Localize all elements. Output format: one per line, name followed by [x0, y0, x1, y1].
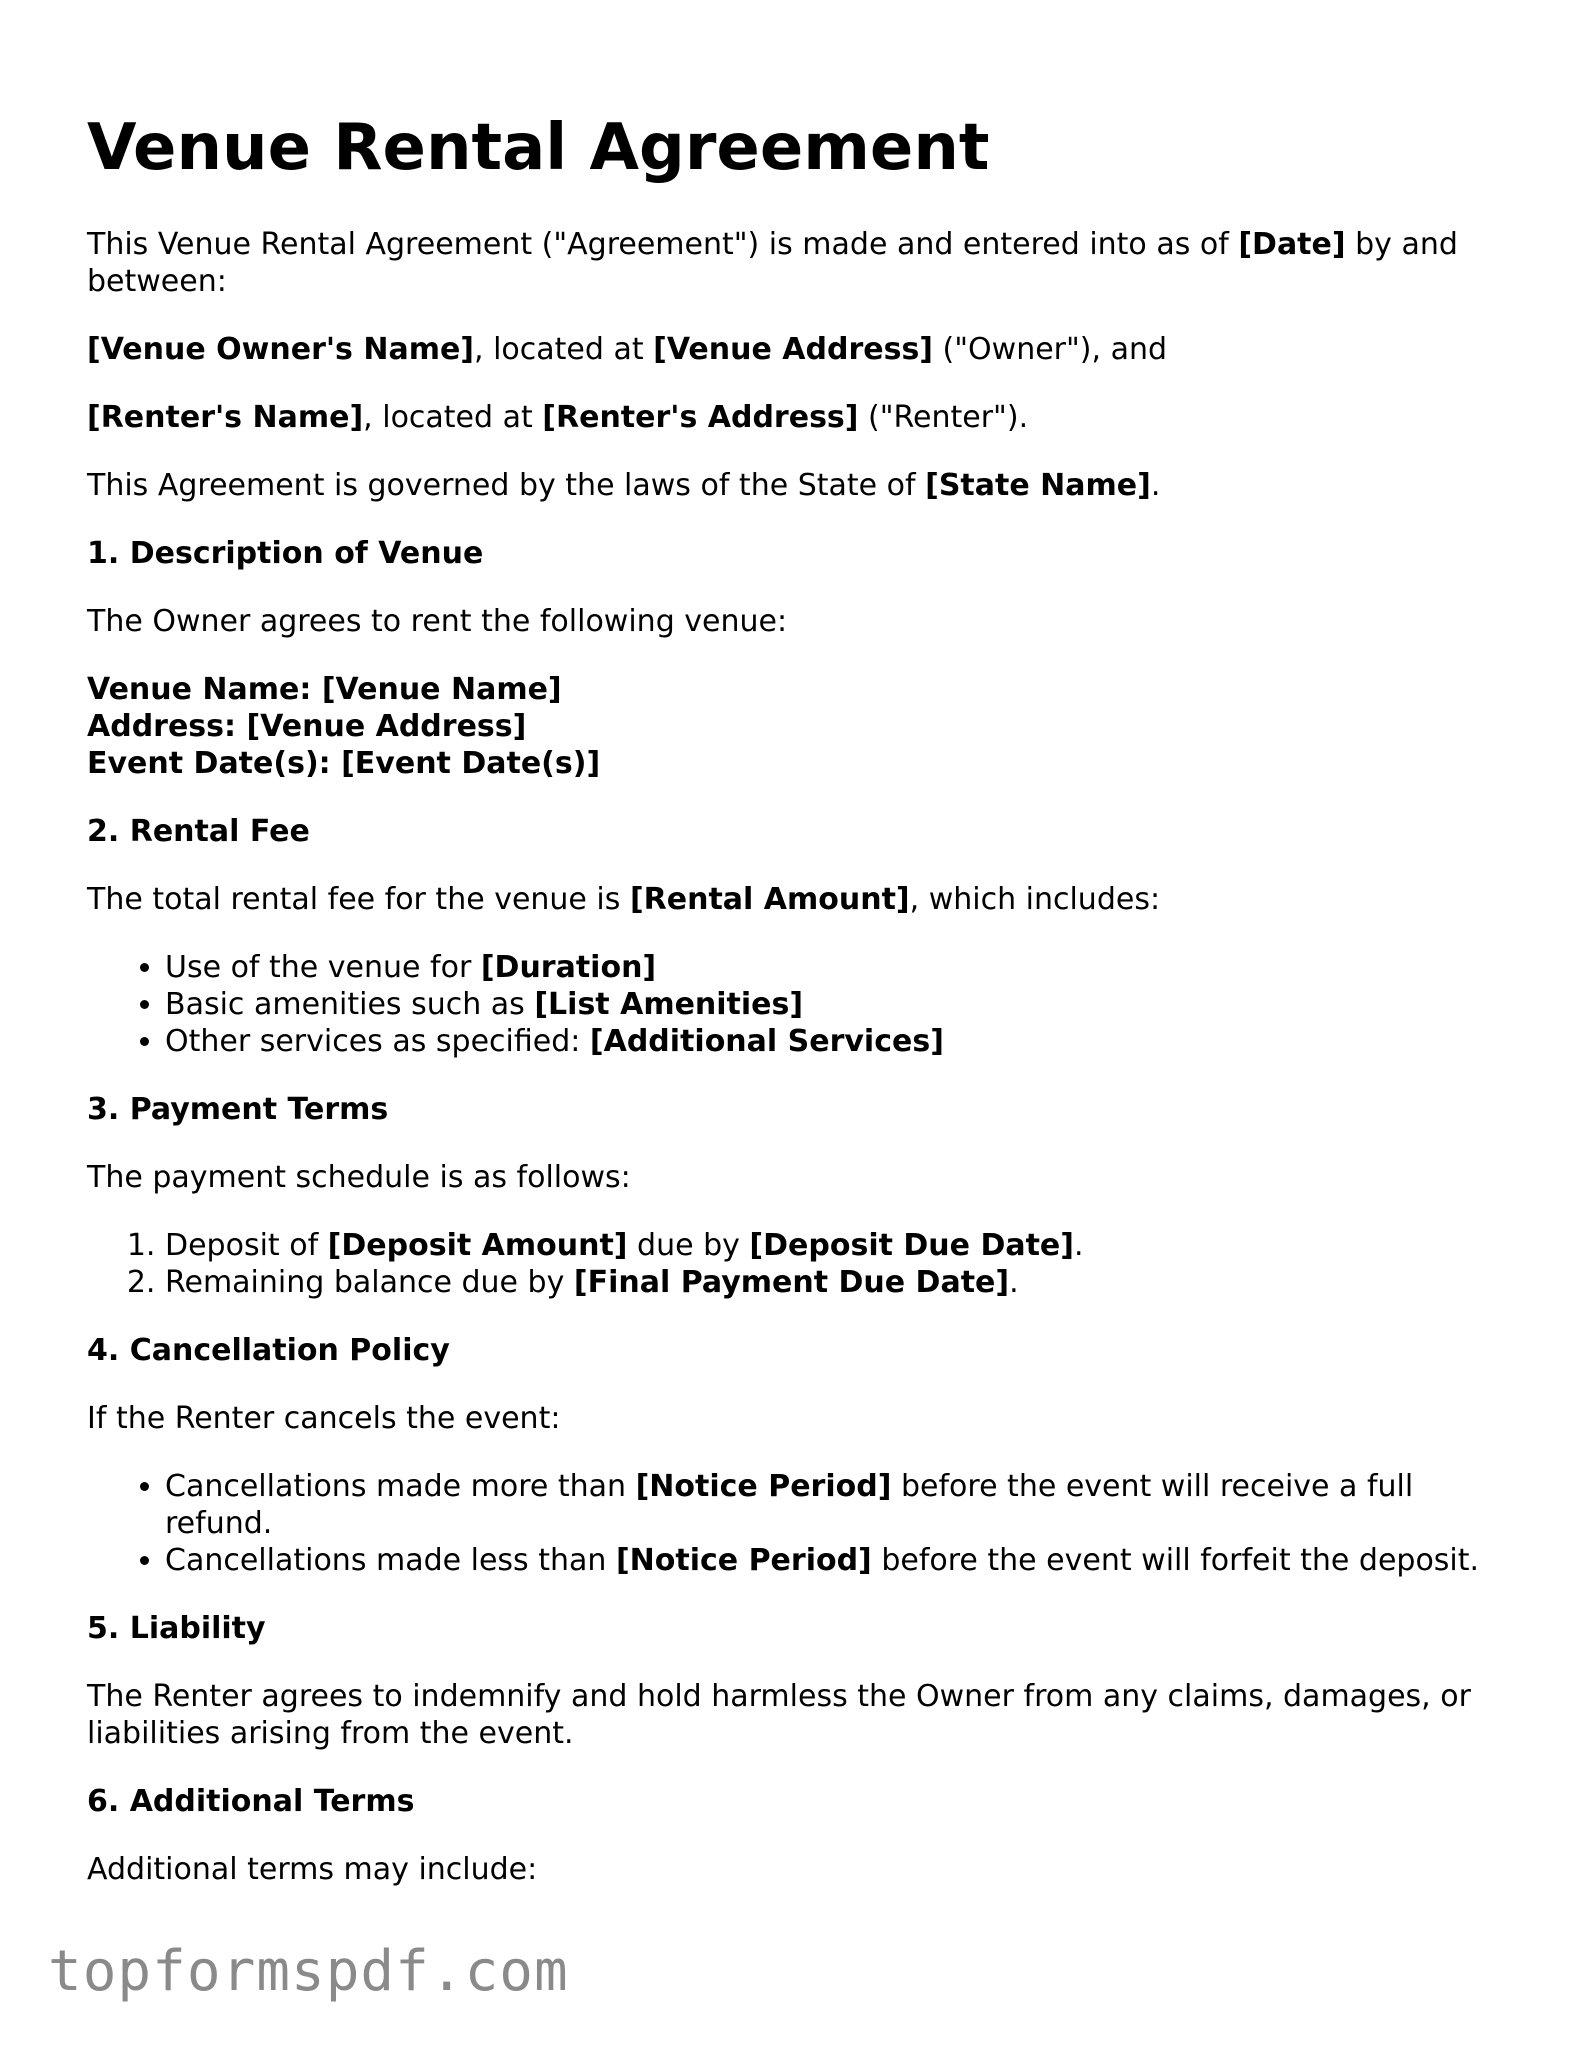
list-item-text: . [1009, 1265, 1019, 1300]
section-2-heading: 2. Rental Fee [87, 814, 310, 849]
list-item-text: before the event will receive a full refund. [165, 1469, 1414, 1541]
section-4-text: If the Renter cancels the event: [87, 1401, 561, 1436]
notice-period-placeholder: [Notice Period] [615, 1543, 872, 1578]
renter-name-placeholder: [Renter's Name] [87, 400, 364, 435]
amenities-placeholder: [List Amenities] [534, 987, 804, 1022]
owner-paragraph [87, 331, 1507, 368]
venue-details [87, 671, 1507, 782]
governing-law-paragraph [87, 467, 1507, 504]
list-item [165, 1227, 1507, 1264]
final-payment-date-placeholder: [Final Payment Due Date] [573, 1265, 1010, 1300]
list-item-text: Use of the venue for [165, 950, 481, 985]
rental-fee-list [87, 949, 1507, 1060]
intro-text: This Venue Rental Agreement ("Agreement") is made and entered into as of [87, 227, 1239, 262]
section-6-text: Additional terms may include: [87, 1852, 538, 1887]
list-item-text: Cancellations made more than [165, 1469, 636, 1504]
rental-fee-text-end: , which includes: [909, 882, 1161, 917]
section-5-heading: 5. Liability [87, 1611, 266, 1646]
section-3-heading: 3. Payment Terms [87, 1092, 389, 1127]
list-item [165, 1023, 1507, 1060]
rental-amount-placeholder: [Rental Amount] [629, 882, 910, 917]
list-item [165, 1468, 1507, 1542]
owner-text: , located at [474, 332, 654, 367]
list-item-text: Cancellations made less than [165, 1543, 616, 1578]
date-placeholder: [Date] [1238, 227, 1346, 262]
list-item [165, 1542, 1507, 1579]
list-item [165, 1264, 1507, 1301]
section-4-heading: 4. Cancellation Policy [87, 1333, 450, 1368]
governing-text: This Agreement is governed by the laws of the State of [87, 468, 926, 503]
event-dates-line: Event Date(s): [Event Date(s)] [87, 746, 601, 781]
list-item-text: Basic amenities such as [165, 987, 535, 1022]
list-item-text: Remaining balance due by [165, 1265, 574, 1300]
list-item-text: . [1074, 1228, 1084, 1263]
list-item [165, 949, 1507, 986]
deposit-due-date-placeholder: [Deposit Due Date] [749, 1228, 1074, 1263]
section-2-text [87, 881, 1507, 918]
renter-text-end: ("Renter"). [858, 400, 1029, 435]
intro-paragraph [87, 226, 1507, 300]
intro-text-end: by and between: [87, 227, 1458, 299]
deposit-amount-placeholder: [Deposit Amount] [327, 1228, 628, 1263]
owner-address-placeholder: [Venue Address] [653, 332, 934, 367]
renter-paragraph [87, 399, 1507, 436]
state-placeholder: [State Name] [925, 468, 1151, 503]
section-1-heading: 1. Description of Venue [87, 536, 484, 571]
section-3-text: The payment schedule is as follows: [87, 1160, 631, 1195]
governing-text-end: . [1150, 468, 1161, 503]
rental-fee-text: The total rental fee for the venue is [87, 882, 630, 917]
section-1-text: The Owner agrees to rent the following venue: [87, 604, 788, 639]
document-title: Venue Rental Agreement [87, 111, 990, 185]
list-item-text: due by [627, 1228, 750, 1263]
list-item-text: before the event will forfeit the deposit. [871, 1543, 1480, 1578]
watermark: topformspdf.com [48, 1939, 569, 2004]
list-item [165, 986, 1507, 1023]
venue-name-line: Venue Name: [Venue Name] [87, 672, 562, 707]
renter-address-placeholder: [Renter's Address] [542, 400, 859, 435]
section-6-heading: 6. Additional Terms [87, 1784, 415, 1819]
list-item-text: Deposit of [165, 1228, 328, 1263]
owner-text-end: ("Owner"), and [933, 332, 1168, 367]
additional-services-placeholder: [Additional Services] [589, 1024, 944, 1059]
notice-period-placeholder: [Notice Period] [635, 1469, 892, 1504]
venue-address-line: Address: [Venue Address] [87, 709, 527, 744]
section-5-text: The Renter agrees to indemnify and hold harmless the Owner from any claims, damages, or liabilities arising from the event. [87, 1679, 1471, 1751]
duration-placeholder: [Duration] [480, 950, 657, 985]
cancellation-list [87, 1468, 1507, 1579]
payment-schedule-list [87, 1227, 1507, 1301]
list-item-text: Other services as specified: [165, 1024, 590, 1059]
renter-text: , located at [363, 400, 543, 435]
owner-name-placeholder: [Venue Owner's Name] [87, 332, 475, 367]
document-body [87, 226, 1507, 1919]
